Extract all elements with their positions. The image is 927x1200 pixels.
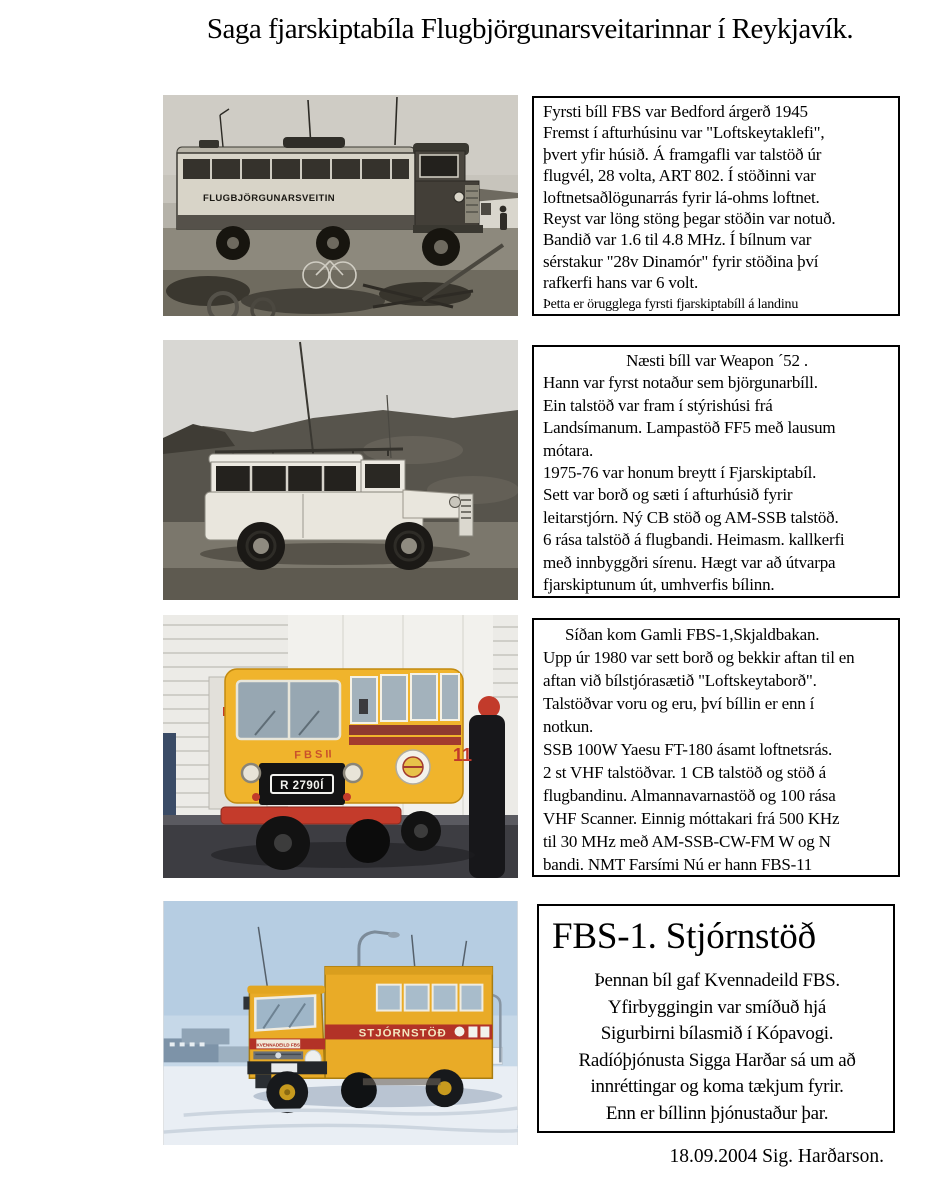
- text-line: sérstakur "28v Dinamór" fyrir stöðina því: [543, 251, 819, 271]
- side-window: [441, 674, 459, 720]
- side-window: [377, 985, 401, 1011]
- side-window: [411, 674, 437, 720]
- cab-label: KVENNADEILD FBS: [256, 1042, 301, 1048]
- red-side-stripe: [349, 737, 461, 745]
- textblock-bedford: [532, 96, 900, 316]
- wheel: [341, 1072, 377, 1108]
- text-line: innréttingar og koma tækjum fyrir.: [590, 1076, 844, 1097]
- wheel: [346, 819, 390, 863]
- mirror: [359, 699, 368, 714]
- text-line: mótara.: [543, 440, 594, 460]
- photo-fbs1-stjornstod: [163, 901, 518, 1145]
- bedford-bus: [177, 137, 483, 266]
- headlight: [344, 764, 362, 782]
- text-line: Yfirbyggingin var smíðuð hjá: [608, 996, 826, 1018]
- text-line: bandi. NMT Farsími Nú er hann FBS-11: [543, 855, 813, 874]
- text-line: 2 st VHF talstöðvar. 1 CB talstöð og stöð á: [543, 763, 826, 782]
- headlight: [450, 497, 461, 508]
- headlight: [242, 764, 260, 782]
- side-window: [461, 985, 483, 1011]
- person-silhouette: [469, 696, 505, 878]
- box-body: [325, 967, 492, 1079]
- stripe-logo: [480, 1026, 489, 1037]
- weapon-photo-illustration: [163, 340, 518, 600]
- text-line-small: Þetta er örugglega fyrsti fjarskiptabíll á landinu: [543, 296, 799, 312]
- text-line: Sigurbirni bílasmið í Kópavogi.: [600, 1023, 834, 1044]
- text-line: Upp úr 1980 var sett borð og bekkir aftan til en: [543, 648, 855, 667]
- hood-lettering: F B S II: [294, 748, 332, 762]
- photo-weapon-jeep: [163, 340, 518, 600]
- text-line: loftnetsaðlögunarrás fyrir lá-ohms loftnet.: [543, 187, 820, 207]
- text-line: Bandið var 1.6 til 4.8 MHz. Í bílnum var: [543, 230, 812, 250]
- license-plate-text: R 2790Í: [280, 780, 324, 792]
- text-line: til 30 MHz með AM-SSB-CW-FM W og N: [543, 832, 831, 851]
- front-plate: [271, 1063, 297, 1072]
- textblock-fbs1-stjornstod: [537, 904, 895, 1133]
- distant-person: [500, 213, 507, 230]
- text-line: Reyst var löng stöng þegar stöðin var notuð.: [543, 209, 836, 229]
- text-line: flugbandinu. Almannavarnastöð og 100 rása: [543, 786, 836, 805]
- text-line: notkun.: [543, 717, 594, 736]
- textblock-weapon: [532, 345, 900, 598]
- stripe-logo: [468, 1026, 477, 1037]
- text-line: Næsti bíll var Weapon ´52 .: [626, 351, 808, 370]
- textblock-gamli-fbs1: [532, 618, 900, 877]
- text-line: SSB 100W Yaesu FT-180 ásamt loftnetsrás.: [543, 740, 833, 759]
- text-line: flugvél, 28 volta, ART 802. Í stöðinni var: [543, 166, 816, 186]
- bus-windshield: [420, 155, 458, 177]
- date-signature: 18.09.2004 Sig. Harðarson.: [669, 1146, 884, 1167]
- mirror: [243, 997, 249, 1010]
- headlight: [454, 192, 464, 202]
- text-line: Landsímanum. Lampastöð FF5 með lausum: [543, 418, 836, 438]
- section-heading: FBS-1. Stjórnstöð: [552, 916, 816, 957]
- text-line: þvert yfir húsið. Á framgafli var talstöð úr: [543, 144, 822, 164]
- photo-gamli-fbs1: [163, 615, 518, 878]
- side-window: [405, 985, 429, 1011]
- text-line: Hann var fyrst notaður sem björgunarbíll.: [543, 373, 818, 393]
- text-line: fjarskiptunum út, umhverfis bílinn.: [543, 575, 775, 595]
- text-line: leitarstjórn. Ný CB stöð og AM-SSB talstöð.: [543, 507, 839, 527]
- red-helmet: [478, 696, 500, 718]
- text-line: Síðan kom Gamli FBS-1,Skjaldbakan.: [565, 625, 820, 644]
- text-line: Fremst í afturhúsinu var "Loftskeytaklefi",: [543, 123, 825, 143]
- bus-side-lettering: FLUGBJÖRGUNARSVEITIN: [203, 193, 336, 204]
- text-line: 6 rása talstöð á flugbandi. Heimasm. kallkerfi: [543, 530, 845, 550]
- stripe-lettering: STJÓRNSTÖÐ: [358, 1027, 447, 1040]
- text-line: Talstöðvar voru og eru, því bíllin er enn í: [543, 694, 815, 713]
- stjornstod-photo-illustration: [163, 901, 518, 1145]
- side-window: [381, 675, 407, 721]
- text-line: Þennan bíl gaf Kvennadeild FBS.: [594, 970, 840, 991]
- page-title: Saga fjarskiptabíla Flugbjörgunarsveitarinnar í Reykjavík.: [206, 13, 854, 45]
- bedford-photo-illustration: [163, 95, 518, 316]
- text-line: aftan við bílstjórasætið "Loftskeytaborð".: [543, 671, 817, 690]
- text-line: Fyrsti bíll FBS var Bedford árgerð 1945: [543, 102, 808, 121]
- jeep-windshield: [365, 464, 400, 488]
- unit-number: 11: [453, 745, 473, 765]
- bus-window-band: [183, 159, 409, 179]
- text-line: Enn er bíllinn þjónustaður þar.: [605, 1102, 829, 1124]
- text-line: Ein talstöð var fram í stýrishúsi frá: [543, 395, 773, 415]
- text-line: VHF Scanner. Einnig móttakari frá 500 KHz: [543, 809, 840, 828]
- text-line: rafkerfi hans var 6 volt.: [543, 273, 699, 293]
- gamli-fbs1-photo-illustration: [163, 615, 518, 878]
- text-line: 1975-76 var honum breytt í Fjarskiptabíl.: [543, 463, 817, 483]
- stripe-logo-round: [455, 1026, 465, 1036]
- text-line: Radíóþjónusta Sigga Harðar sá um að: [578, 1049, 856, 1071]
- text-line: með innbyggðri sírenu. Hægt var að útvarpa: [543, 552, 836, 572]
- photo-bedford-truck: [163, 95, 518, 316]
- text-line: Sett var borð og sæti í afturhúsið fyrir: [543, 485, 793, 505]
- side-window: [433, 985, 457, 1011]
